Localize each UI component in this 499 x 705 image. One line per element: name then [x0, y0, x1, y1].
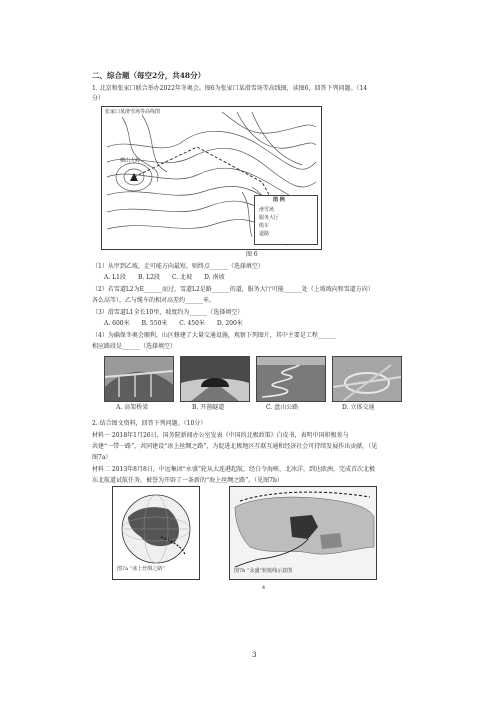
page-number: 3 — [252, 651, 257, 659]
section-title: 二、综合题（每空2分，共48分） — [92, 71, 206, 80]
q2-material2-line2: 东北航道试航任务，被誉为开辟了一条新的“海上丝绸之路”。（见图7b） — [92, 477, 283, 484]
q1-sub4-line2: 相应路段是______（选择填空） — [92, 343, 177, 350]
contour-map — [101, 106, 322, 250]
q1-sub1-options: A. L1段 B. L2段 C. 北坡 D. 南坡 — [104, 274, 225, 281]
q1-intro-line2: 分） — [92, 95, 105, 102]
mountain-road-image — [257, 357, 325, 401]
map-title: 张家口某滑雪场等高线图 — [105, 109, 161, 115]
q2-material1-line2: 共建“一带一路”，共同建设“冰上丝绸之路”，为促进北极地区互联互通和经济社会可持续发展作出贡献。（见 — [92, 443, 378, 450]
q1-sub1: （1）从甲到乙坡，走可能方向最短，则终点______（选择填空） — [92, 263, 264, 270]
legend-item: 滑雪场 — [259, 207, 275, 213]
photo-c — [256, 356, 326, 402]
peak-label: 横山大岭 — [120, 158, 141, 164]
legend-item: 服务大厅 — [259, 215, 280, 221]
photo-a — [104, 356, 174, 402]
q2-material1-line1: 材料一 2018年1月26日，国务院新闻办公室发表《中国的北极政策》白皮书，表明中国积极参与 — [92, 432, 349, 439]
interchange-image — [333, 357, 401, 401]
map-legend — [254, 195, 318, 245]
photo-b — [180, 356, 250, 402]
tunnel-image — [181, 357, 249, 401]
legend-title: 图 例 — [273, 197, 285, 203]
q1-sub3-options: A. 600米 B. 550米 C. 450米 D. 200米 — [104, 320, 243, 327]
photo-b-label: B. 开凿隧道 — [192, 404, 225, 411]
legend-item: 道路 — [259, 231, 270, 237]
small-page-number: 4 — [262, 585, 266, 591]
q1-sub2-line1: （2）若雪道L2为E______而过，雪道L2是路______的道，服务大厅可能______处（上坡坡向和雪道方向） — [92, 286, 374, 293]
q1-sub2-line2: 各么高等），乙与缆车的相对高差约______米。 — [92, 297, 216, 304]
photo-d — [332, 356, 402, 402]
fig6-caption: 图 6 — [246, 251, 258, 258]
fig7a — [112, 486, 200, 580]
q1-sub3: （3）滑雪道L1全长10里，坡度约为______（选择填空） — [92, 309, 244, 316]
bridge-image — [105, 357, 173, 401]
q2-material1-line3: 图7a） — [92, 454, 112, 461]
q2-material2-line1: 材料二 2013年8月8日，中远集团“永盛”轮从大连港起航，经白令海峡、北冰洋，到达欧洲，完成首次北极 — [92, 466, 375, 473]
fig7a-caption: 图7a “冰上丝绸之路” — [117, 566, 165, 572]
route-map — [230, 487, 376, 579]
photo-d-label: D. 立体交通 — [342, 404, 375, 411]
q2-intro: 2. 结合图文资料，回答下列问题。（10分） — [92, 420, 207, 427]
fig7b — [229, 486, 377, 580]
q1-intro-line1: 1. 北京和张家口联合举办2022年冬奥会。图6为张家口某滑雪场等高线图，读图6，回答下列问题。（14 — [92, 85, 368, 92]
photo-c-label: C. 盘山公路 — [266, 404, 299, 411]
photo-a-label: A. 高架桥梁 — [116, 404, 149, 411]
fig7b-caption: 图7b “永盛”轮航线示意图 — [234, 568, 293, 574]
legend-item: 缆车 — [259, 223, 270, 229]
q1-sub4-line1: （4）为确保冬奥会顺利，山区修建了大量交通设施，观察下列图片，其中主要是工程______ — [92, 332, 336, 339]
